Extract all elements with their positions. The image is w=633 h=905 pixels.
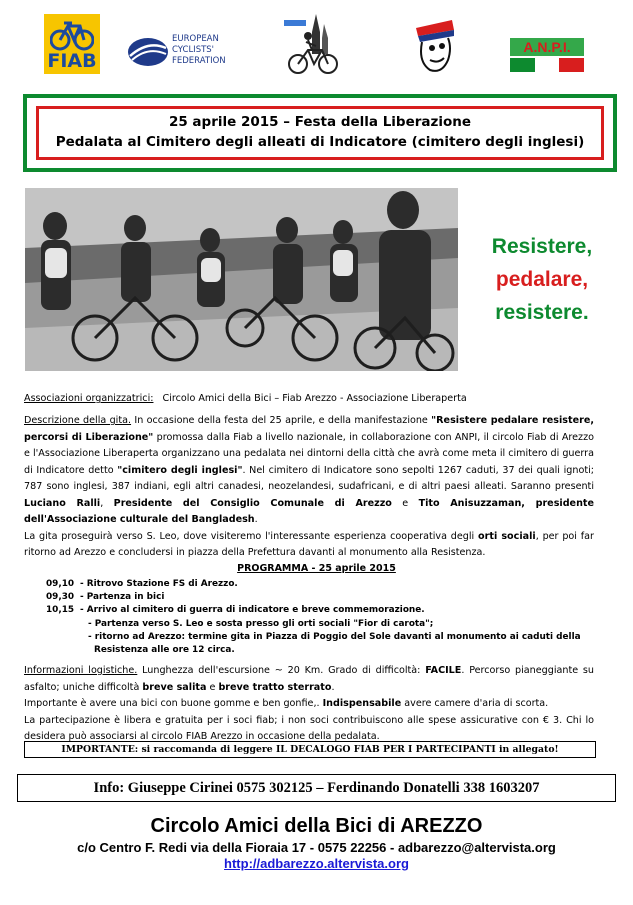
- logistics-bold: Indispensabile: [322, 698, 402, 709]
- program-time: [46, 631, 80, 644]
- description-text: , per poi far ritorno ad Arezzo e concludersi in piazza della Prefettura davanti al monumento alla Resistenza.: [24, 530, 594, 558]
- description-text: . Nel cimitero di Indicatore sono sepolti 1267 caduti, 37 dei quali ignoti; 787 sono inglesi, 387 indiani, egli altri canadesi, neozelandesi, sudafricani, e di altri paesi alleati. Saranno presenti: [24, 464, 594, 492]
- slogan-line: Resistere,: [491, 235, 593, 258]
- description-text: ,: [100, 497, 114, 509]
- ecf-text-line: EUROPEAN: [172, 34, 219, 44]
- description-text: promossa dalla Fiab a livello nazionale, in collaborazione con ANPI, il circolo Fiab di Arezzo e l'Associazione Liberaperta organizzano una pedalata nei dintorni della città che avrà come meta il cimitero di guerra di Indicatore detto: [24, 431, 594, 476]
- logistics-text: . Percorso pianeggiante su asfalto; uniche difficoltà: [24, 665, 594, 693]
- anpi-logo: [510, 38, 584, 72]
- title-box: [23, 94, 617, 172]
- face-caricature-icon: [408, 12, 460, 74]
- title-inner-box: [36, 106, 604, 160]
- logistics-text: e: [206, 681, 219, 693]
- description-text: e: [391, 497, 419, 509]
- fiab-logo-text: FIAB: [47, 50, 97, 72]
- program-time: 09,30: [46, 592, 75, 603]
- logistics-text: avere camere d'aria di scorta.: [401, 698, 549, 709]
- associations-paragraph: [24, 391, 594, 408]
- associations-text: Circolo Amici della Bici – Fiab Arezzo - Associazione Liberaperta: [162, 393, 467, 404]
- logistics-label: Informazioni logistiche.: [24, 665, 138, 676]
- ecf-text-line: CYCLISTS': [172, 45, 215, 55]
- italian-flag-icon: [510, 58, 584, 72]
- club-name: Circolo Amici della Bici di AREZZO: [150, 815, 483, 837]
- description-label: Descrizione della gita.: [24, 415, 132, 426]
- contact-info-box: Info: Giuseppe Cirinei 0575 302125 – Ferdinando Donatelli 338 1603207: [17, 774, 616, 802]
- description-bold: "Resistere pedalare resistere, percorsi di Liberazione": [24, 415, 594, 443]
- event-title: 25 aprile 2015 – Festa della Liberazione: [168, 114, 472, 130]
- description-bold: Presidente del Consiglio Comunale di Arezzo: [113, 497, 392, 509]
- program-item: [46, 644, 596, 657]
- anpi-logo-text: A.N.P.I.: [510, 38, 584, 56]
- program-text: - Partenza verso S. Leo e sosta presso gli orti sociali "Fior di carota";: [88, 618, 434, 629]
- fiab-logo: [44, 14, 100, 74]
- slogan: [462, 230, 622, 329]
- program-time: 09,10: [46, 579, 75, 589]
- slogan-line: resistere.: [495, 301, 589, 324]
- adb-arezzo-logo: [282, 10, 346, 76]
- program-item: [46, 591, 596, 604]
- logistics-bold: FACILE: [425, 665, 462, 676]
- program-time: [46, 644, 80, 657]
- program-text: Resistenza alle ore 12 circa.: [94, 645, 235, 656]
- logistics-paragraph: [24, 663, 594, 746]
- description-bold: Luciano Ralli: [24, 497, 101, 509]
- bicycle-icon: [50, 18, 94, 52]
- program-text: - Arrivo al cimitero di guerra di indicatore e breve commemorazione.: [80, 605, 425, 616]
- program-time: [46, 618, 80, 631]
- program-item: [46, 618, 596, 631]
- description-bold: orti sociali: [478, 530, 536, 542]
- program-title: PROGRAMMA - 25 aprile 2015: [237, 563, 396, 574]
- ecf-logo: [126, 32, 236, 72]
- club-website-link[interactable]: http://adbarezzo.altervista.org: [224, 856, 409, 871]
- description-bold: "cimitero degli inglesi": [117, 464, 243, 476]
- description-text: La gita proseguirà verso S. Leo, dove visiteremo l'interessante esperienza cooperativa degli: [24, 530, 479, 542]
- club-address: c/o Centro F. Redi via della Fioraia 17 - 0575 22256 - adbarezzo@altervista.org: [77, 840, 556, 855]
- description-text: .: [254, 514, 258, 525]
- description-paragraph: [24, 413, 594, 562]
- program-time: 10,15: [46, 605, 75, 616]
- logistics-text: La partecipazione è libera e gratuita per i soci fiab; i non soci contribuiscono alle spese assicurative con € 3. Chi lo desidera può associarsi al circolo FIAB Arezzo in occasione della pedalata.: [24, 714, 594, 742]
- program-item: [46, 604, 596, 617]
- ecf-text-line: FEDERATION: [172, 56, 226, 66]
- program-text: - Ritrovo Stazione FS di Arezzo.: [80, 579, 238, 589]
- description-text: In occasione della festa del 25 aprile, e della manifestazione: [134, 415, 432, 426]
- cyclists-photo-image: [25, 188, 458, 371]
- logistics-bold: breve tratto sterrato: [218, 681, 332, 693]
- logistics-text: Lunghezza dell'escursione ~ 20 Km. Grado di difficoltà:: [137, 665, 426, 676]
- ecf-logo-text: [172, 34, 226, 67]
- logistics-text: .: [331, 681, 335, 693]
- program-list: [46, 578, 596, 657]
- slogan-line: pedalare,: [495, 268, 589, 291]
- historic-cyclists-photo: [25, 188, 458, 371]
- important-notice: IMPORTANTE: si raccomanda di leggere IL DECALOGO FIAB PER I PARTECIPANTI in allegato!: [24, 741, 596, 758]
- liberaperta-logo: [408, 12, 460, 74]
- associations-label: Associazioni organizzatrici:: [24, 393, 154, 404]
- logo-bar: [0, 0, 633, 90]
- event-subtitle: Pedalata al Cimitero degli alleati di Indicatore (cimitero degli inglesi): [55, 134, 585, 150]
- program-item: [46, 578, 596, 591]
- cyclist-church-icon: [282, 10, 346, 76]
- program-text: - Partenza in bici: [80, 592, 165, 603]
- description-bold: Tito Anisuzzaman, presidente dell'Associazione culturale del Bangladesh: [24, 497, 594, 525]
- program-text: - ritorno ad Arezzo: termine gita in Piazza di Poggio del Sole davanti al monumento ai caduti della: [88, 631, 581, 642]
- ecf-emblem-icon: [126, 34, 170, 70]
- program-item: [46, 631, 596, 644]
- logistics-bold: breve salita: [142, 681, 207, 693]
- logistics-text: Importante è avere una bici con buone gomme e ben gonfie,.: [24, 698, 323, 709]
